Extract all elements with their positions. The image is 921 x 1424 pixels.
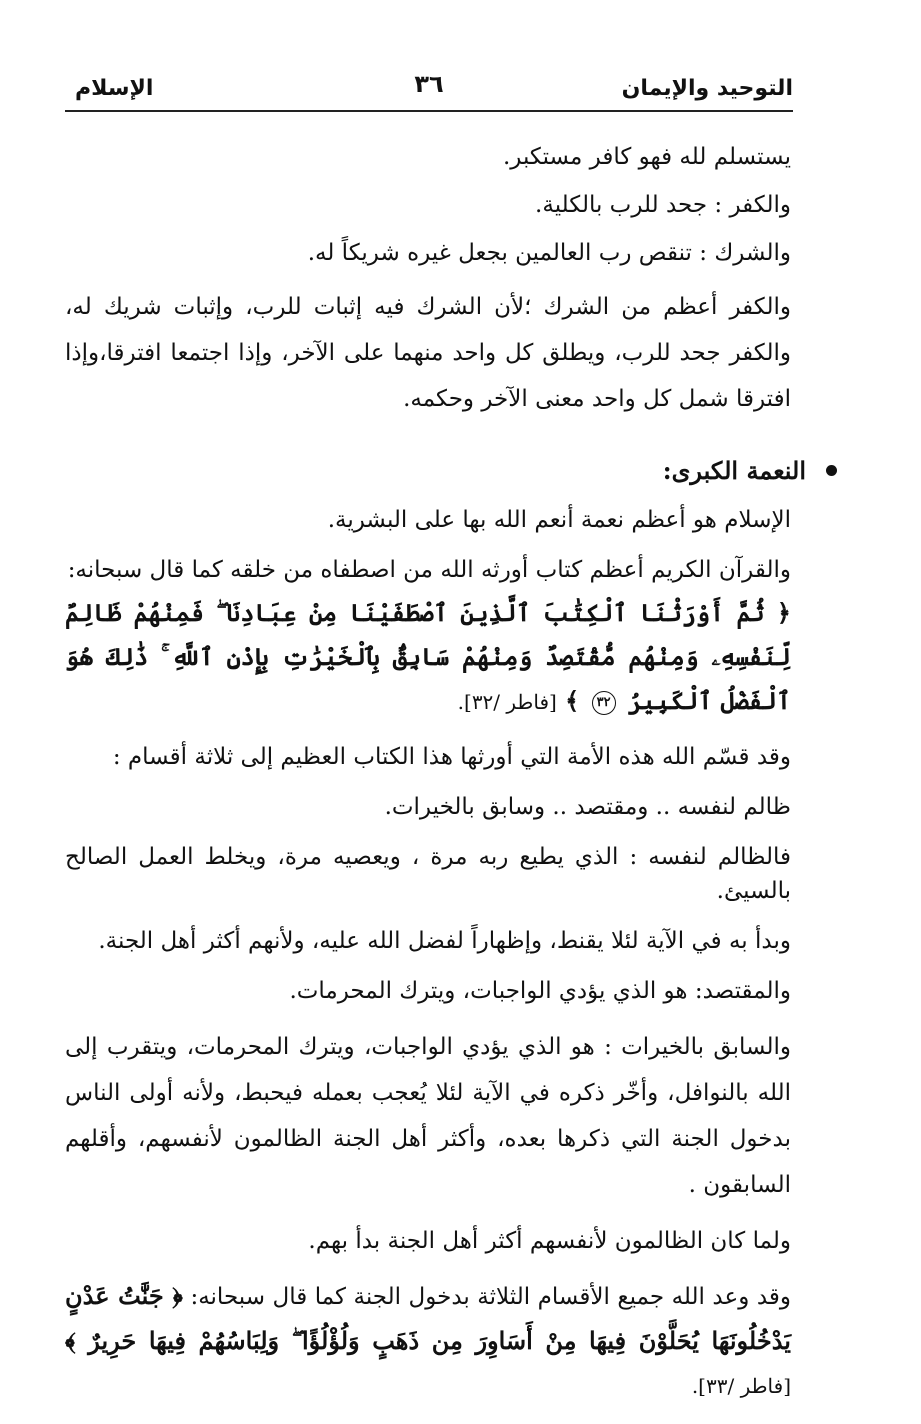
page-number: ٣٦: [414, 70, 444, 98]
paragraph: ولما كان الظالمون لأنفسهم أكثر أهل الجنة بدأ بهم.: [308, 1228, 791, 1254]
paragraph: [65, 1274, 791, 1408]
quran-close-bracket: ﴾: [565, 686, 580, 715]
chapter-title: الإسلام: [75, 76, 154, 101]
paragraph: والكفر : جحد للرب بالكلية.: [535, 192, 791, 218]
paragraph: والمقتصد: هو الذي يؤدي الواجبات، ويترك المحرمات.: [289, 978, 791, 1004]
bullet-icon: [826, 465, 837, 476]
running-header: [65, 70, 793, 112]
paragraph: والكفر أعظم من الشرك ؛لأن الشرك فيه إثبات للرب، وإثبات شريك له، والكفر جحد للرب، ويطلق كل واحد منهما على الآخر، وإذا اجتمعا افترقا،وإذا افترقا شمل كل واحد معنى الآخر وحكمه.: [65, 294, 791, 412]
quran-reference: [فاطر /٣٢].: [457, 690, 557, 714]
section-heading-row: [25, 456, 806, 485]
paragraph: ظالم لنفسه .. ومقتصد .. وسابق بالخيرات.: [384, 794, 791, 820]
page-body: [65, 140, 806, 1424]
quran-verse: [65, 591, 791, 724]
ayah-number-marker: ٣٢: [592, 691, 616, 715]
paragraph: الإسلام هو أعظم نعمة أنعم الله بها على البشرية.: [327, 507, 791, 533]
paragraph: وبدأ به في الآية لئلا يقنط، وإظهاراً لفضل الله عليه، ولأنهم أكثر أهل الجنة.: [98, 928, 791, 954]
paragraph: والشرك : تنقص رب العالمين بجعل غيره شريكاً له.: [307, 240, 791, 266]
quran-verse-text: ﴿ ثُمَّ أَوْرَثْنَا ٱلْكِتَٰبَ ٱلَّذِينَ ٱصْطَفَيْنَا مِنْ عِبَادِنَا ۖ فَمِنْهُمْ ظَالِمٌ لِّنَفْسِهِۦ وَمِنْهُم مُّقْتَصِدٌ وَمِنْهُمْ سَابِقٌۢ بِٱلْخَيْرَٰتِ بِإِذْنِ ٱللَّهِ ۚ ذَٰلِكَ هُوَ ٱلْفَضْلُ ٱلْكَبِيرُ: [65, 598, 791, 715]
paragraph: والقرآن الكريم أعظم كتاب أورثه الله من اصطفاه من خلقه كما قال سبحانه:: [67, 557, 791, 583]
paragraph: والسابق بالخيرات : هو الذي يؤدي الواجبات، ويترك المحرمات، ويتقرب إلى الله بالنوافل، وأخّر ذكره في الآية لئلا يُعجب بعمله فيحبط، ولأنه أولى الناس بدخول الجنة التي ذكرها بعده، وأكثر أهل الجنة الظالمون لأنفسهم، وأقلهم السابقون .: [65, 1034, 791, 1198]
paragraph-text: وقد وعد الله جميع الأقسام الثلاثة بدخول الجنة كما قال سبحانه:: [190, 1284, 792, 1310]
book-title: التوحيد والإيمان: [621, 76, 793, 101]
section-heading: النعمة الكبرى:: [662, 456, 806, 485]
paragraph: وقد قسّم الله هذه الأمة التي أورثها هذا الكتاب العظيم إلى ثلاثة أقسام :: [112, 744, 791, 770]
quran-reference: [فاطر /٣٣].: [691, 1374, 791, 1398]
paragraph: فالظالم لنفسه : الذي يطيع ربه مرة ، ويعصيه مرة، ويخلط العمل الصالح بالسيئ.: [65, 844, 791, 904]
quran-verse-text: ﴿ جَنَّٰتُ عَدْنٍ يَدْخُلُونَهَا يُحَلَّوْنَ فِيهَا مِنْ أَسَاوِرَ مِن ذَهَبٍ وَلُؤْلُؤًا ۖ وَلِبَاسُهُمْ فِيهَا حَرِيرٌ ﴾: [65, 1281, 791, 1355]
paragraph: يستسلم لله فهو كافر مستكبر.: [502, 144, 791, 170]
